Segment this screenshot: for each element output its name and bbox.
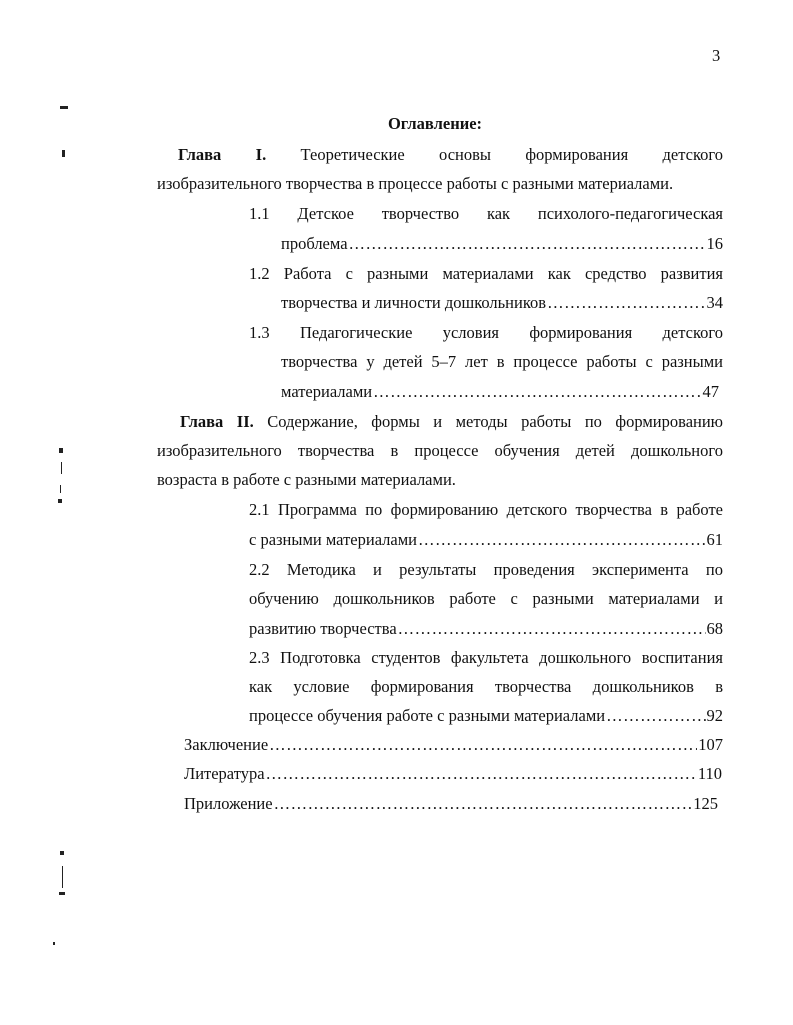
appendix-page: 125 (693, 794, 718, 813)
literature-page: 110 (697, 764, 722, 783)
section-2-2-line2: обучению дошкольников работе с разными материалами и (249, 589, 723, 608)
dot-leader (398, 619, 706, 639)
dot-leader (373, 382, 701, 402)
dot-leader (269, 735, 697, 755)
scan-mark (62, 150, 65, 157)
scan-mark (59, 892, 65, 895)
scan-mark (62, 866, 63, 888)
section-2-3-page: 92 (706, 706, 723, 725)
scan-mark (61, 462, 62, 474)
chapter-1-label: Глава (178, 145, 222, 164)
section-2-3-text: процессе обучения работе с разными материалами (249, 706, 606, 725)
chapter-2-title-line1: Содержание, формы и методы работы по формированию (267, 412, 724, 431)
dot-leader (266, 764, 697, 784)
dot-leader (547, 293, 705, 313)
section-1-3-page: 47 (702, 382, 719, 401)
section-1-1-page: 16 (706, 234, 723, 253)
literature-label: Литература (184, 764, 265, 783)
chapter-2-label: Глава II. (180, 412, 254, 431)
section-2-1-line2 (249, 530, 723, 550)
section-1-3-line1: 1.3 Педагогические условия формирования детского (249, 323, 723, 342)
toc-title: Оглавление: (387, 114, 483, 133)
appendix-entry (184, 794, 718, 814)
conclusion-label: Заключение (184, 735, 269, 754)
chapter-1-numeral: I. (255, 145, 267, 164)
chapter-2-heading (180, 412, 723, 432)
section-2-3-line2: как условие формирования творчества дошкольников в (249, 677, 723, 696)
section-1-3-line3 (281, 382, 719, 402)
dot-leader (274, 794, 693, 814)
section-2-2-line3 (249, 619, 723, 639)
chapter-2-title-line3: возраста в работе с разными материалами. (157, 470, 456, 489)
section-2-2-line1: 2.2 Методика и результаты проведения эксперимента по (249, 560, 723, 579)
chapter-1-title-line1: Теоретические основы формирования детского (300, 145, 724, 164)
section-1-3-line2: творчества у детей 5–7 лет в процессе работы с разными (281, 352, 723, 371)
scan-mark (58, 499, 62, 503)
dot-leader (606, 706, 705, 726)
section-2-2-page: 68 (706, 619, 723, 638)
appendix-label: Приложение (184, 794, 273, 813)
section-1-2-line1: 1.2 Работа с разными материалами как средство развития (249, 264, 723, 283)
chapter-1-title-line2: изобразительного творчества в процессе работы с разными материалами. (157, 174, 674, 193)
literature-entry (184, 764, 722, 784)
section-2-1-line1: 2.1 Программа по формированию детского творчества в работе (249, 500, 723, 519)
section-2-1-page: 61 (706, 530, 723, 549)
section-2-3-line3 (249, 706, 723, 726)
scan-mark (59, 448, 63, 453)
scan-mark (60, 485, 61, 493)
section-1-1-line2 (281, 234, 723, 254)
section-2-3-line1: 2.3 Подготовка студентов факультета дошкольного воспитания (249, 648, 723, 667)
section-1-1-text: проблема (281, 234, 348, 253)
section-2-1-text: с разными материалами (249, 530, 417, 549)
section-1-2-page: 34 (706, 293, 723, 312)
scan-mark (60, 851, 64, 855)
section-2-2-text: развитию творчества (249, 619, 397, 638)
dot-leader (349, 234, 706, 254)
section-1-3-text: материалами (281, 382, 373, 401)
chapter-2-title-line2: изобразительного творчества в процессе обучения детей дошкольного (157, 441, 723, 460)
section-1-1-line1: 1.1 Детское творчество как психолого-педагогическая (249, 204, 723, 223)
conclusion-page: 107 (698, 735, 723, 754)
scan-mark (60, 106, 68, 109)
chapter-1-heading (178, 145, 723, 165)
dot-leader (418, 530, 706, 550)
section-1-2-line2 (281, 293, 723, 313)
conclusion-entry (184, 735, 723, 755)
page-number: 3 (712, 46, 721, 65)
scan-mark (53, 942, 55, 945)
section-1-2-text: творчества и личности дошкольников (281, 293, 547, 312)
